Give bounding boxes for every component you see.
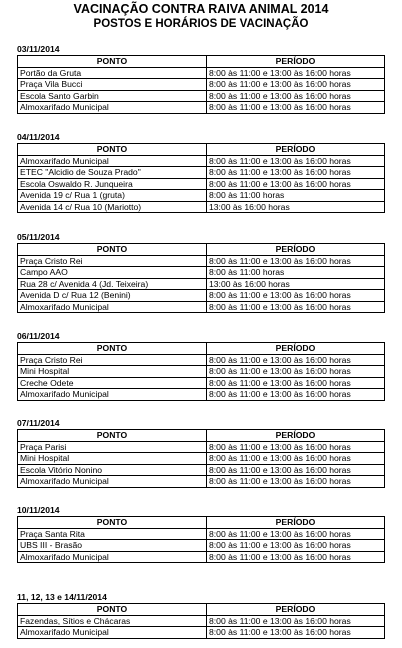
- table-row: [18, 201, 385, 213]
- section-date: 07/11/2014: [17, 418, 60, 428]
- header-ponto: PONTO: [18, 244, 207, 256]
- table-row: [18, 441, 385, 453]
- header-ponto: PONTO: [18, 343, 207, 355]
- page-header: [0, 0, 402, 31]
- table-header-row: [18, 517, 385, 529]
- cell-ponto: Rua 28 c/ Avenida 4 (Jd. Teixeira): [18, 278, 207, 290]
- cell-periodo: 8:00 às 11:00 e 13:00 às 16:00 horas: [207, 476, 385, 488]
- header-periodo: PERÍODO: [207, 517, 385, 529]
- table-row: [18, 79, 385, 91]
- header-ponto: PONTO: [18, 56, 207, 68]
- table-header-row: [18, 144, 385, 156]
- cell-ponto: Almoxarifado Municipal: [18, 389, 207, 401]
- schedule-section: [17, 331, 384, 401]
- table-row: [18, 90, 385, 102]
- schedule-table: [17, 143, 385, 213]
- table-row: [18, 389, 385, 401]
- cell-ponto: Almoxarifado Municipal: [18, 476, 207, 488]
- header-periodo: PERÍODO: [207, 430, 385, 442]
- cell-ponto: Portão da Gruta: [18, 67, 207, 79]
- cell-periodo: 8:00 às 11:00 e 13:00 às 16:00 horas: [207, 255, 385, 267]
- cell-ponto: Escola Vitório Nonino: [18, 464, 207, 476]
- header-periodo: PERÍODO: [207, 244, 385, 256]
- table-row: [18, 255, 385, 267]
- header-periodo: PERÍODO: [207, 604, 385, 616]
- cell-periodo: 8:00 às 11:00 horas: [207, 190, 385, 202]
- cell-periodo: 8:00 às 11:00 e 13:00 às 16:00 horas: [207, 441, 385, 453]
- section-date: 11, 12, 13 e 14/11/2014: [17, 592, 107, 602]
- table-row: [18, 540, 385, 552]
- table-header-row: [18, 56, 385, 68]
- cell-periodo: 8:00 às 11:00 e 13:00 às 16:00 horas: [207, 540, 385, 552]
- cell-periodo: 13:00 às 16:00 horas: [207, 201, 385, 213]
- header-ponto: PONTO: [18, 430, 207, 442]
- cell-ponto: Almoxarifado Municipal: [18, 551, 207, 563]
- table-row: [18, 190, 385, 202]
- cell-periodo: 8:00 às 11:00 e 13:00 às 16:00 horas: [207, 102, 385, 114]
- cell-periodo: 8:00 às 11:00 e 13:00 às 16:00 horas: [207, 464, 385, 476]
- table-row: [18, 155, 385, 167]
- cell-ponto: Praça Vila Bucci: [18, 79, 207, 91]
- cell-periodo: 8:00 às 11:00 e 13:00 às 16:00 horas: [207, 627, 385, 639]
- cell-ponto: Avenida 14 c/ Rua 10 (Mariotto): [18, 201, 207, 213]
- section-date: 06/11/2014: [17, 331, 60, 341]
- header-periodo: PERÍODO: [207, 56, 385, 68]
- cell-periodo: 13:00 às 16:00 horas: [207, 278, 385, 290]
- table-row: [18, 528, 385, 540]
- cell-ponto: Campo AAO: [18, 267, 207, 279]
- table-row: [18, 615, 385, 627]
- cell-periodo: 8:00 às 11:00 e 13:00 às 16:00 horas: [207, 551, 385, 563]
- table-row: [18, 354, 385, 366]
- table-row: [18, 476, 385, 488]
- cell-ponto: Praça Cristo Rei: [18, 255, 207, 267]
- cell-periodo: 8:00 às 11:00 e 13:00 às 16:00 horas: [207, 290, 385, 302]
- table-row: [18, 178, 385, 190]
- cell-ponto: Praça Cristo Rei: [18, 354, 207, 366]
- cell-ponto: Fazendas, Sítios e Chácaras: [18, 615, 207, 627]
- header-periodo: PERÍODO: [207, 144, 385, 156]
- table-row: [18, 301, 385, 313]
- cell-periodo: 8:00 às 11:00 e 13:00 às 16:00 horas: [207, 453, 385, 465]
- schedule-section: [17, 44, 384, 114]
- table-row: [18, 627, 385, 639]
- cell-periodo: 8:00 às 11:00 e 13:00 às 16:00 horas: [207, 528, 385, 540]
- schedule-table: [17, 603, 385, 639]
- cell-periodo: 8:00 às 11:00 e 13:00 às 16:00 horas: [207, 354, 385, 366]
- schedule-section: [17, 592, 384, 639]
- cell-periodo: 8:00 às 11:00 e 13:00 às 16:00 horas: [207, 377, 385, 389]
- cell-ponto: Almoxarifado Municipal: [18, 155, 207, 167]
- cell-periodo: 8:00 às 11:00 e 13:00 às 16:00 horas: [207, 67, 385, 79]
- table-row: [18, 464, 385, 476]
- cell-ponto: Praça Parisi: [18, 441, 207, 453]
- cell-ponto: UBS III - Brasão: [18, 540, 207, 552]
- cell-periodo: 8:00 às 11:00 e 13:00 às 16:00 horas: [207, 79, 385, 91]
- header-ponto: PONTO: [18, 144, 207, 156]
- section-date: 10/11/2014: [17, 505, 60, 515]
- cell-ponto: Mini Hospital: [18, 453, 207, 465]
- cell-ponto: ETEC "Alcidio de Souza Prado": [18, 167, 207, 179]
- cell-ponto: Mini Hospital: [18, 366, 207, 378]
- section-date: 04/11/2014: [17, 132, 60, 142]
- schedule-table: [17, 342, 385, 401]
- schedule-section: [17, 505, 384, 563]
- cell-ponto: Creche Odete: [18, 377, 207, 389]
- cell-periodo: 8:00 às 11:00 e 13:00 às 16:00 horas: [207, 389, 385, 401]
- table-row: [18, 102, 385, 114]
- schedule-section: [17, 232, 384, 313]
- table-header-row: [18, 343, 385, 355]
- schedule-table: [17, 516, 385, 563]
- cell-periodo: 8:00 às 11:00 e 13:00 às 16:00 horas: [207, 301, 385, 313]
- table-row: [18, 453, 385, 465]
- header-periodo: PERÍODO: [207, 343, 385, 355]
- cell-ponto: Avenida 19 c/ Rua 1 (gruta): [18, 190, 207, 202]
- section-date: 03/11/2014: [17, 44, 60, 54]
- cell-ponto: Almoxarifado Municipal: [18, 627, 207, 639]
- cell-periodo: 8:00 às 11:00 e 13:00 às 16:00 horas: [207, 366, 385, 378]
- page-subtitle: POSTOS E HORÁRIOS DE VACINAÇÃO: [93, 18, 309, 30]
- table-row: [18, 167, 385, 179]
- table-row: [18, 551, 385, 563]
- cell-periodo: 8:00 às 11:00 e 13:00 às 16:00 horas: [207, 155, 385, 167]
- header-ponto: PONTO: [18, 517, 207, 529]
- table-row: [18, 67, 385, 79]
- cell-periodo: 8:00 às 11:00 e 13:00 às 16:00 horas: [207, 178, 385, 190]
- schedule-table: [17, 55, 385, 114]
- table-row: [18, 267, 385, 279]
- cell-ponto: Escola Oswaldo R. Junqueira: [18, 178, 207, 190]
- cell-periodo: 8:00 às 11:00 e 13:00 às 16:00 horas: [207, 167, 385, 179]
- schedule-table: [17, 243, 385, 313]
- table-row: [18, 366, 385, 378]
- cell-ponto: Almoxarifado Municipal: [18, 301, 207, 313]
- cell-periodo: 8:00 às 11:00 horas: [207, 267, 385, 279]
- header-ponto: PONTO: [18, 604, 207, 616]
- schedule-section: [17, 418, 384, 488]
- table-header-row: [18, 604, 385, 616]
- cell-ponto: Praça Santa Rita: [18, 528, 207, 540]
- page-title: VACINAÇÃO CONTRA RAIVA ANIMAL 2014: [73, 2, 329, 16]
- cell-periodo: 8:00 às 11:00 e 13:00 às 16:00 horas: [207, 90, 385, 102]
- schedule-section: [17, 132, 384, 213]
- schedule-table: [17, 429, 385, 488]
- table-row: [18, 278, 385, 290]
- cell-periodo: 8:00 às 11:00 e 13:00 às 16:00 horas: [207, 615, 385, 627]
- cell-ponto: Avenida D c/ Rua 12 (Benini): [18, 290, 207, 302]
- section-date: 05/11/2014: [17, 232, 60, 242]
- cell-ponto: Almoxarifado Municipal: [18, 102, 207, 114]
- table-header-row: [18, 430, 385, 442]
- table-header-row: [18, 244, 385, 256]
- cell-ponto: Escola Santo Garbin: [18, 90, 207, 102]
- table-row: [18, 290, 385, 302]
- table-row: [18, 377, 385, 389]
